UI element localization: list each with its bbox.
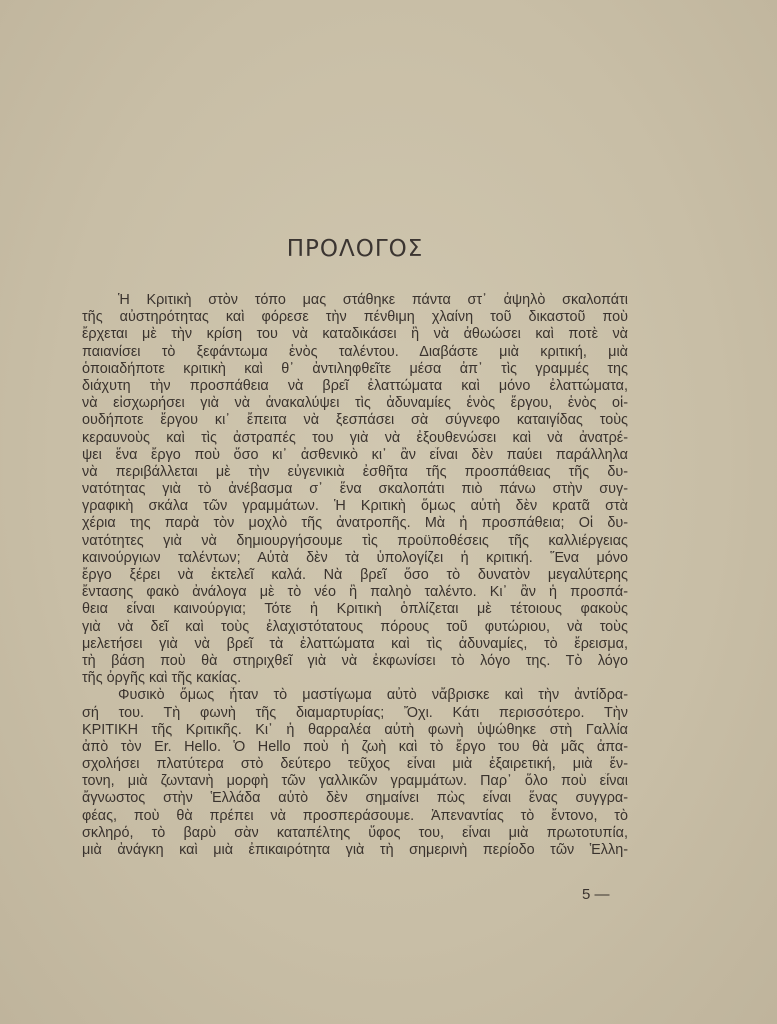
text-line: γιὰ νὰ δεῖ καὶ τοὺς ἐλαχιστότατους πόρους τοῦ φυτώριου, νὰ τοὺς — [82, 618, 628, 635]
text-line: ἄγνωστος στὴν Ἑλλάδα αὐτὸ δὲν σημαίνει πὼς εἶναι ἕνας συγγρα- — [82, 790, 628, 807]
text-line: ΚΡΙΤΙΚΗ τῆς Κριτικῆς. Κι᾽ ἡ θαρραλέα αὐτὴ φωνὴ ὑψώθηκε στὴ Γαλλία — [82, 721, 628, 738]
text-line: γραφικὴ σκάλα τῶν γραμμάτων. Ἡ Κριτικὴ ὅμως αὐτὴ δὲν κρατᾶ στὰ — [82, 498, 628, 515]
text-line: σχολήσει πλατύτερα στὸ δεύτερο τεῦχος εἶναι μιὰ ἐξαιρετική, μιὰ ἔν- — [82, 756, 628, 773]
page-number: 5 — — [582, 886, 610, 903]
text-line: τὴ βάση ποὺ θὰ στηριχθεῖ γιὰ νὰ ἐκφωνίσει τὸ λόγο της. Τὸ λόγο — [82, 652, 628, 669]
text-line: καινούργιων ταλέντων; Αὐτὰ δὲν τὰ ὑπολογίζει ἡ κριτική. Ἕνα μόνο — [82, 549, 628, 566]
text-line: τονη, μιὰ ζωντανὴ μορφὴ τῶν γαλλικῶν γραμμάτων. Παρ᾽ ὅλο ποὺ εἶναι — [82, 773, 628, 790]
text-line: ἀπὸ τὸν Er. Hello. Ὁ Hello ποὺ ἡ ζωὴ καὶ τὸ ἔργο του θὰ μᾶς ἀπα- — [82, 738, 628, 755]
text-line: ὁποιαδήποτε κριτικὴ καὶ θ᾽ ἀντιληφθεῖτε μέσα ἀπ᾽ τὶς γραμμές της — [82, 360, 628, 377]
text-line: σή του. Τὴ φωνὴ τῆς διαμαρτυρίας; Ὄχι. Κάτι περισσότερο. Τὴν — [82, 704, 628, 721]
text-line: μιὰ ἀνάγκη καὶ μιὰ ἐπικαιρότητα γιὰ τὴ σημερινὴ περίοδο τῶν Ἑλλη- — [82, 842, 628, 858]
text-line: παιανίσει τὸ ξεφάντωμα ἑνὸς ταλέντου. Διαβάστε μιὰ κριτική, μιὰ — [82, 343, 628, 360]
text-line: θεια εἶναι καινούργια; Τότε ἡ Κριτικὴ ὁπλίζεται μὲ τέτοιους φακοὺς — [82, 601, 628, 618]
page-title: ΠΡΟΛΟΓΟΣ — [286, 236, 424, 262]
text-line: ἔντασης φακὸ ἀνάλογα μὲ τὸ νέο ἢ παληὸ ταλέντο. Κι᾽ ἂν ἡ προσπά- — [82, 584, 628, 601]
text-line: φέας, ποὺ θὰ πρέπει νὰ προσπεράσουμε. Ἀπεναντίας τὸ ἔντονο, τὸ — [82, 807, 628, 824]
text-line: νὰ εἰσχωρήσει γιὰ νὰ ἀνακαλύψει τὶς ἀδυναμίες ἑνὸς ἔργου, ἑνὸς οἱ- — [82, 395, 628, 412]
text-line: Φυσικὸ ὅμως ἦταν τὸ μαστίγωμα αὐτὸ νἄβρισκε καὶ τὴν ἀντίδρα- — [118, 687, 628, 704]
text-line: ψει ἕνα ἔργο ποὺ ὅσο κι᾽ ἀσθενικὸ κι᾽ ἂν εἶναι δὲν παύει παράλληλα — [82, 446, 628, 463]
text-line: κεραυνοὺς καὶ τὶς ἀστραπές του γιὰ νὰ ἐξουθενώσει καὶ νὰ ἀνατρέ- — [82, 429, 628, 446]
text-line: τῆς ὀργῆς καὶ τῆς κακίας. — [82, 670, 242, 687]
text-line: Ἡ Κριτικὴ στὸν τόπο μας στάθηκε πάντα στ᾽ ἀψηλὸ σκαλοπάτι — [118, 292, 628, 308]
text-line: νατότητας γιὰ τὸ ἀνέβασμα σ᾽ ἕνα σκαλοπάτι πιὸ πάνω στὴν συγ- — [82, 481, 628, 498]
text-line: νατότητες γιὰ νὰ δημιουργήσουμε τὶς προϋποθέσεις τῆς καλλιέργειας — [82, 532, 628, 549]
text-line: χέρια της παρὰ τὸν μοχλὸ τῆς ἀνατροπῆς. Μὰ ἡ προσπάθεια; Οἱ δυ- — [82, 515, 628, 532]
text-line: σκληρό, τὸ βαρὺ σὰν καταπέλτης ὕφος του, εἶναι μιὰ πρωτοτυπία, — [82, 824, 628, 841]
text-line: ἔρχεται μὲ τὴν κρίση του νὰ καταδικάσει ἢ νὰ ἀθωώσει καὶ ποτὲ νὰ — [82, 326, 628, 343]
text-line: μελετήσει γιὰ νὰ βρεῖ τὰ ἐλαττώματα καὶ τὶς ἀδυναμίες, τὸ ἔρεισμα, — [82, 635, 628, 652]
prologue-text — [82, 292, 628, 859]
text-line: ἔργο ξέρει νὰ ἐκτελεῖ καλά. Νὰ βρεῖ ὅσο τὸ δυνατὸν μεγαλύτερης — [82, 567, 628, 583]
text-line: διάχυτη τὴν προσπάθεια νὰ βρεῖ ἐλαττώματα καὶ μόνο ἐλαττώματα, — [82, 377, 628, 394]
text-line: τῆς αὐστηρότητας καὶ φόρεσε τὴν πένθιμη χλαίνη τοῦ δικαστοῦ ποὺ — [82, 309, 628, 326]
text-line: ουδήποτε ἔργου κι᾽ ἔπειτα νὰ ξεσπάσει σὰ σύγνεφο καταιγίδας τοὺς — [82, 412, 628, 429]
text-line: νὰ περιβάλλεται μὲ τὴν εὐγενικιὰ ἐσθῆτα τῆς προσπάθειας τῆς δυ- — [82, 463, 628, 480]
